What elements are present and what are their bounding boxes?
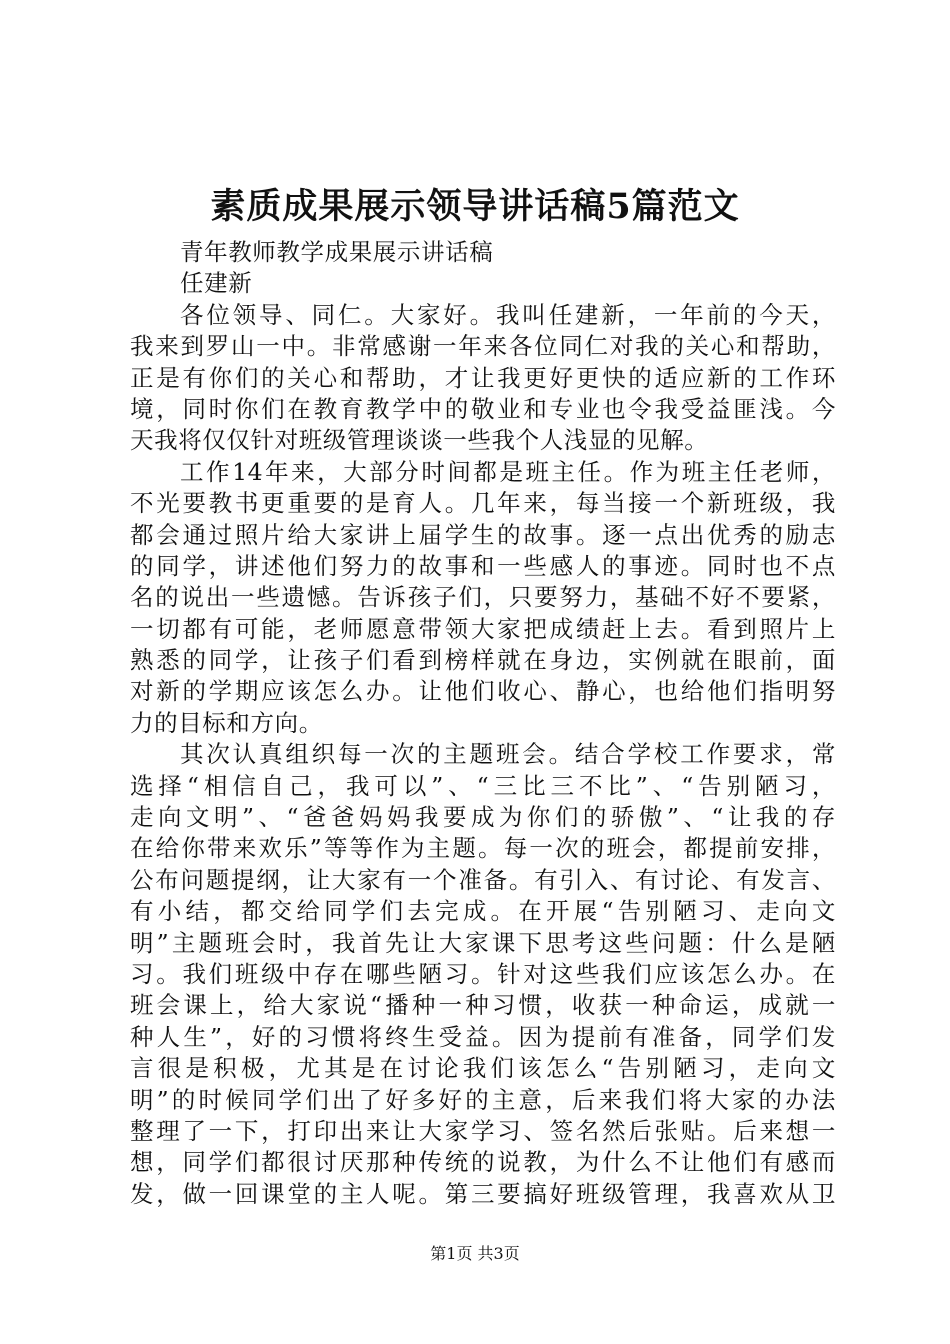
paragraph-line: 在给你带来欢乐”等等作为主题。每一次的班会，都提前安排， — [130, 834, 836, 863]
paragraph-line: 境，同时你们在教育教学中的敬业和专业也令我受益匪浅。今 — [130, 394, 836, 423]
document-body — [130, 237, 836, 1210]
paragraph-line: 正是有你们的关心和帮助，才让我更好更快的适应新的工作环 — [130, 363, 836, 392]
page-number-footer: 第1页 共3页 — [430, 1244, 520, 1263]
paragraph-line: 的同学，讲述他们努力的故事和一些感人的事迹。同时也不点 — [130, 551, 836, 580]
paragraph-line: 公布问题提纲，让大家有一个准备。有引入、有讨论、有发言、 — [130, 865, 836, 894]
paragraph-line: 走向文明”、“爸爸妈妈我要成为你们的骄傲”、“让我的存 — [130, 803, 836, 832]
paragraph-line: 种人生”，好的习惯将终生受益。因为提前有准备，同学们发 — [130, 1022, 836, 1051]
paragraph-line: 我来到罗山一中。非常感谢一年来各位同仁对我的关心和帮助， — [130, 332, 836, 361]
document-title: 素质成果展示领导讲话稿5篇范文 — [210, 186, 740, 227]
paragraph-line: 选择“相信自己，我可以”、“三比三不比”、“告别陋习， — [130, 771, 836, 800]
paragraph-line: 各位领导、同仁。大家好。我叫任建新，一年前的今天， — [180, 300, 836, 329]
paragraph-line: 熟悉的同学，让孩子们看到榜样就在身边，实例就在眼前，面 — [130, 646, 836, 675]
paragraph-line: 有小结，都交给同学们去完成。在开展“告别陋习、走向文 — [130, 897, 836, 926]
paragraph-line: 天我将仅仅针对班级管理谈谈一些我个人浅显的见解。 — [130, 426, 709, 455]
paragraph-line: 其次认真组织每一次的主题班会。结合学校工作要求，常 — [180, 740, 836, 769]
paragraph-line: 不光要教书更重要的是育人。几年来，每当接一个新班级，我 — [130, 489, 836, 518]
subtitle: 青年教师教学成果展示讲话稿 — [180, 238, 494, 266]
paragraph-line: 想，同学们都很讨厌那种传统的说教，为什么不让他们有感而 — [130, 1148, 836, 1177]
paragraph-line: 力的目标和方向。 — [130, 708, 323, 737]
paragraph-line: 发，做一回课堂的主人呢。第三要搞好班级管理，我喜欢从卫 — [130, 1179, 836, 1208]
paragraph-line: 工作14年来，大部分时间都是班主任。作为班主任老师， — [180, 457, 836, 486]
paragraph-line: 言很是积极，尤其是在讨论我们该怎么“告别陋习，走向文 — [130, 1054, 836, 1083]
paragraph-line: 明”主题班会时，我首先让大家课下思考这些问题：什么是陋 — [130, 928, 836, 957]
author-name: 任建新 — [180, 269, 253, 298]
paragraph-line: 一切都有可能，老师愿意带领大家把成绩赶上去。看到照片上 — [130, 614, 836, 643]
paragraph-line: 整理了一下，打印出来让大家学习、签名然后张贴。后来想一 — [130, 1116, 836, 1145]
paragraph-line: 对新的学期应该怎么办。让他们收心、静心，也给他们指明努 — [130, 677, 836, 706]
paragraph-line: 名的说出一些遗憾。告诉孩子们，只要努力，基础不好不要紧， — [130, 583, 836, 612]
paragraph-line: 明”的时候同学们出了好多好的主意，后来我们将大家的办法 — [130, 1085, 836, 1114]
paragraph-line: 习。我们班级中存在哪些陋习。针对这些我们应该怎么办。在 — [130, 959, 836, 988]
paragraph-line: 班会课上，给大家说“播种一种习惯，收获一种命运，成就一 — [130, 991, 836, 1020]
paragraph-line: 都会通过照片给大家讲上届学生的故事。逐一点出优秀的励志 — [130, 520, 836, 549]
